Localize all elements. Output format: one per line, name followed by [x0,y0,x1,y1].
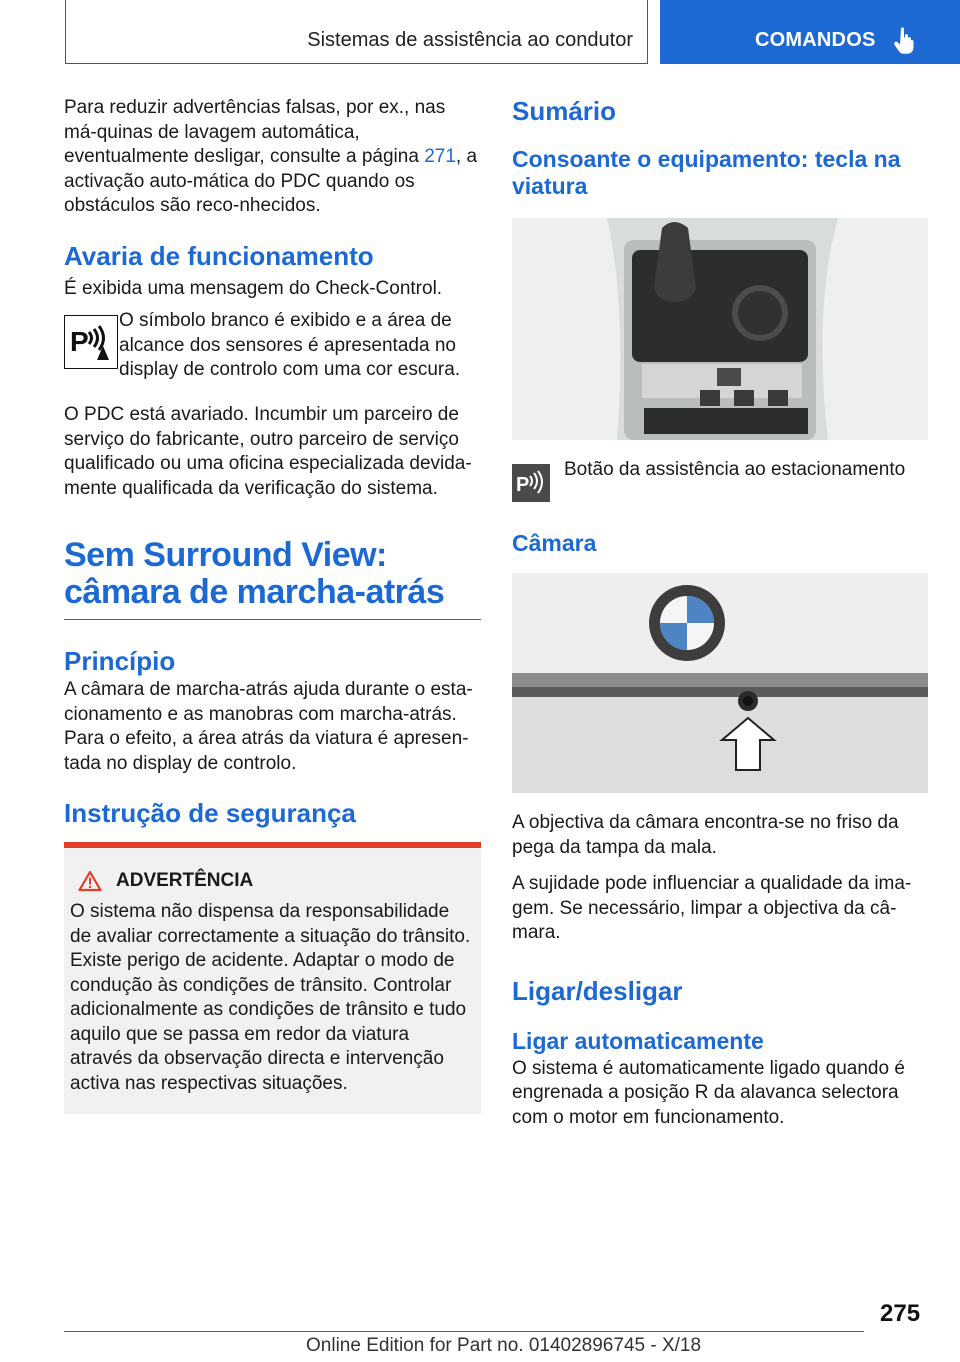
intro-paragraph: Para reduzir advertências falsas, por ex., nas má-quinas de lavagem automática, eventualmente desligar, consulte a página 271, a activação auto-mática do PDC quando os obstáculos são reco-nhecidos. [64,97,478,216]
page-number: 275 [880,1300,921,1327]
svg-text:P: P [70,326,89,357]
auto-text: O sistema é automaticamente ligado quando é engrenada a posição R da alavanca selectora com o motor em funcionamento. [512,1057,905,1128]
chapter-title: Sem Surround View: câmara de marcha-atrás [64,537,481,620]
fault-detail: O PDC está avariado. Incumbir um parceiro de serviço do fabricante, outro parceiro de serviço qualificado ou uma oficina especializada devida-mente qualificada da verificação do sistema. [64,404,472,499]
header-section-box [65,0,648,64]
rear-camera-photo [512,573,928,793]
warning-title: ADVERTÊNCIA [116,870,254,891]
principle-text: A câmara de marcha-atrás ajuda durante o esta-cionamento e as manobras com marcha-atrás. Para o efeito, a área atrás da viatura é apresen-tada no display de controlo. [64,679,473,774]
auto-heading: Ligar automaticamente [512,1027,764,1054]
right-column [512,96,929,1142]
pointing-hand-icon [892,26,916,54]
warning-triangle-icon [78,870,102,892]
footer-rule [64,1331,864,1332]
page-link-271[interactable]: 271 [424,146,456,167]
camera-heading: Câmara [512,530,597,556]
warning-title-row [78,870,475,892]
camera-text-2: A sujidade pode influenciar a qualidade da ima-gem. Se necessário, limpar a objectiva da câ-mara. [512,873,912,943]
warning-box [64,842,481,1114]
onoff-heading: Ligar/desligar [512,975,683,1006]
svg-text:P: P [516,474,530,496]
chapter-tab-label: COMANDOS [755,29,876,51]
left-column [64,96,481,1114]
center-console-photo [512,218,928,440]
fault-text: É exibida uma mensagem do Check-Control. [64,277,443,299]
footer-edition-text: Online Edition for Part no. 01402896745 - X/18 [306,1335,702,1356]
section-title: Sistemas de assistência ao condutor [307,29,633,51]
safety-heading: Instrução de segurança [64,798,356,828]
principle-heading: Princípio [64,646,176,676]
symbol-description: O símbolo branco é exibido e a área de alcance dos sensores é apresentada no display de controlo com uma cor escura. [119,310,461,380]
chapter-tab-comandos[interactable] [660,0,960,64]
pdc-symbol-row [64,309,481,389]
fault-heading: Avaria de funcionamento [64,240,374,271]
summary-heading: Sumário [512,96,617,126]
button-caption-row [512,458,929,504]
equipment-heading: Consoante o equipamento: tecla na viatura [512,146,901,199]
camera-text-1: A objectiva da câmara encontra-se no friso da pega da tampa da mala. [512,812,899,858]
parking-assist-button-icon [512,464,550,502]
button-caption: Botão da assistência ao estacionamento [564,459,906,480]
warning-text: O sistema não dispensa da responsabilidade de avaliar correctamente a situação do trânsito. Existe perigo de acidente. Adaptar o modo de condução às condições de trânsito. Controlar adicionalmente as condições de trânsito e tudo aquilo que se passa em redor da viatura através da observação directa e intervenção activa nas respectivas situações. [70,901,471,1094]
pdc-fault-symbol-icon [64,315,118,369]
